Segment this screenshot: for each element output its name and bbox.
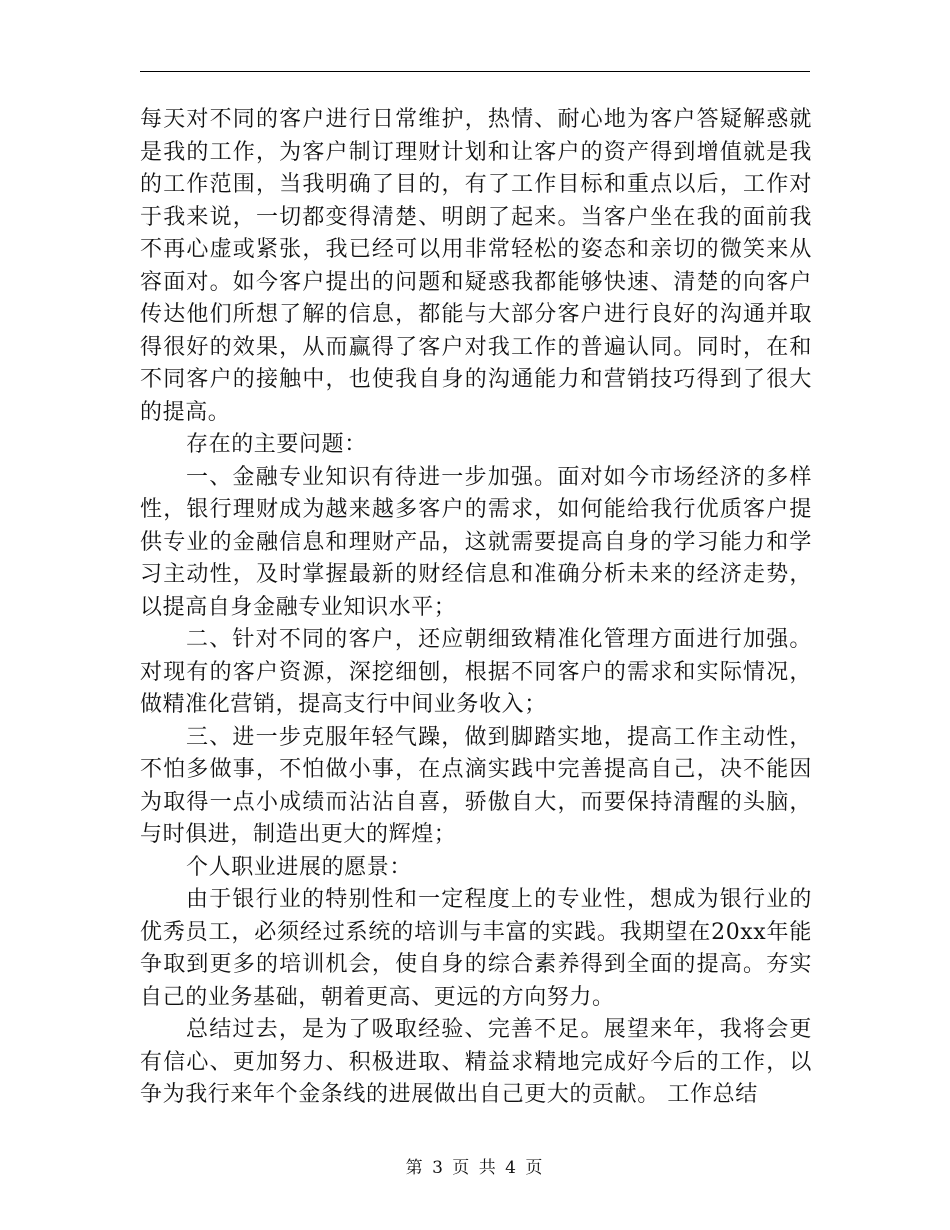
- heading-career-vision: 个人职业进展的愿景：: [186, 854, 413, 880]
- paragraph-conclusion: 总结过去，是为了吸取经验、完善不足。展望来年，我将会更有信心、更加努力、积极进取、精益求精地完成好今后的工作，以争为我行来年个金条线的进展做出自己更大的贡献。 工作总结: [140, 1017, 812, 1107]
- paragraph-problem-1: 一、金融专业知识有待进一步加强。面对如今市场经济的多样性，银行理财成为越来越多客户的需求，如何能给我行优质客户提供专业的金融信息和理财产品，这就需要提高自身的学习能力和学习主动性，及时掌握最新的财经信息和准确分析未来的经济走势，以提高自身金融专业知识水平；: [140, 464, 812, 620]
- page-number-footer: 第 3 页 共 4 页: [405, 1158, 545, 1178]
- paragraph-customer-service: 每天对不同的客户进行日常维护，热情、耐心地为客户答疑解惑就是我的工作，为客户制订理财计划和让客户的资产得到增值就是我的工作范围，当我明确了目的，有了工作目标和重点以后，工作对于我来说，一切都变得清楚、明朗了起来。当客户坐在我的面前我不再心虚或紧张，我已经可以用非常轻松的姿态和亲切的微笑来从容面对。如今客户提出的问题和疑惑我都能够快速、清楚的向客户传达他们所想了解的信息，都能与大部分客户进行良好的沟通并取得很好的效果，从而赢得了客户对我工作的普遍认同。同时，在和不同客户的接触中，也使我自身的沟通能力和营销技巧得到了很大的提高。: [140, 107, 812, 425]
- document-body: [140, 104, 812, 1112]
- paragraph-career-vision: 由于银行业的特别性和一定程度上的专业性，想成为银行业的优秀员工，必须经过系统的培训与丰富的实践。我期望在20xx年能争取到更多的培训机会，使自身的综合素养得到全面的提高。夯实自己的业务基础，朝着更高、更远的方向努力。: [140, 887, 812, 1010]
- header-rule: [140, 71, 810, 72]
- paragraph-problem-3: 三、进一步克服年轻气躁，做到脚踏实地，提高工作主动性，不怕多做事，不怕做小事，在点滴实践中完善提高自己，决不能因为取得一点小成绩而沾沾自喜，骄傲自大，而要保持清醒的头脑，与时俱进，制造出更大的辉煌；: [140, 724, 812, 847]
- heading-main-problems: 存在的主要问题：: [186, 432, 367, 457]
- paragraph-problem-2: 二、针对不同的客户，还应朝细致精准化管理方面进行加强。对现有的客户资源，深挖细刨，根据不同客户的需求和实际情况，做精准化营销，提高支行中间业务收入；: [140, 627, 812, 717]
